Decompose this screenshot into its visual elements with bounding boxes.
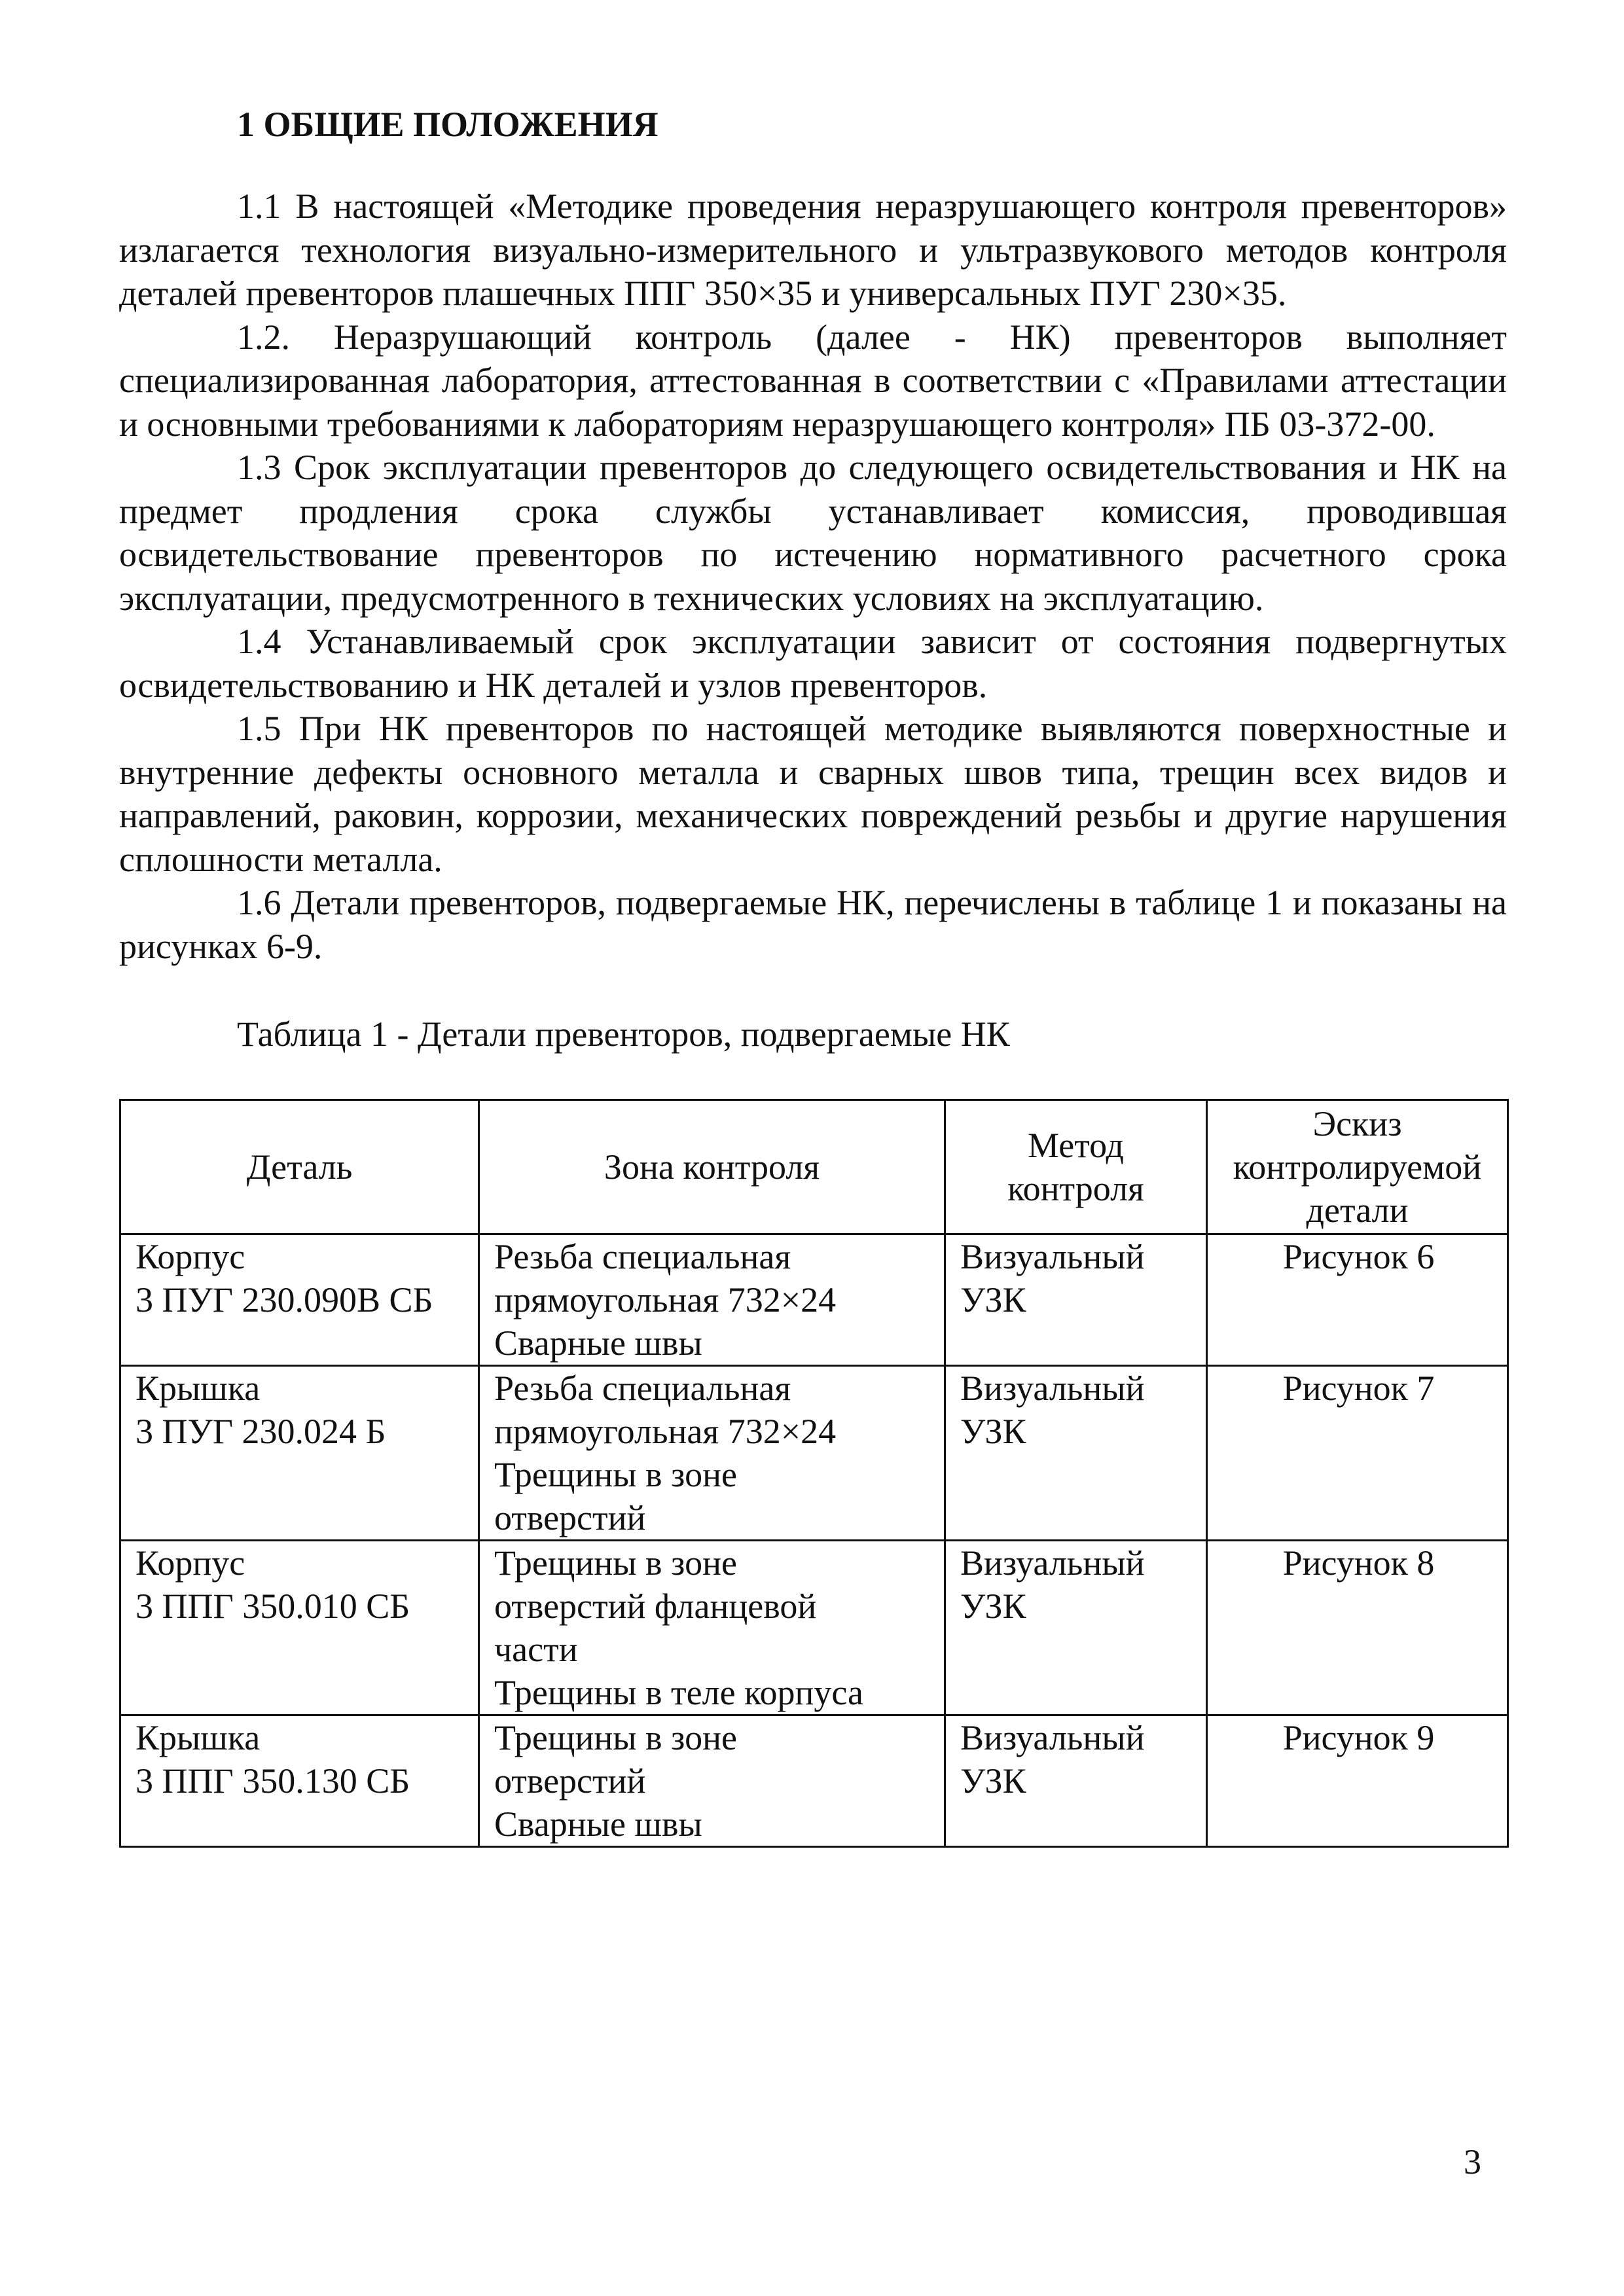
cell-detail: Корпус 3 ПУГ 230.090В СБ — [120, 1234, 479, 1366]
cell-sketch: Рисунок 8 — [1207, 1541, 1508, 1715]
paragraph-1-1: 1.1 В настоящей «Методике проведения неразрушающего контроля превенторов» излагается технология визуально-измерительного и ультразвукового методов контроля деталей превенторов плашечных ППГ 350×35 и универсальных ПУГ 230×35. — [119, 187, 1507, 313]
paragraph-1-5: 1.5 При НК превенторов по настоящей методике выявляются поверхностные и внутренние дефекты основного металла и сварных швов типа, трещин всех видов и направлений, раковин, коррозии, механических повреждений резьбы и другие нарушения сплошности металла. — [119, 709, 1507, 879]
cell-method: Визуальный УЗК — [945, 1715, 1207, 1847]
table-caption: Таблица 1 - Детали превенторов, подвергаемые НК — [237, 1014, 1010, 1054]
table-row — [120, 1715, 1508, 1847]
cell-zone: Резьба специальная прямоугольная 732×24 Трещины в зоне отверстий — [479, 1366, 945, 1541]
cell-method: Визуальный УЗК — [945, 1541, 1207, 1715]
cell-sketch: Рисунок 7 — [1207, 1366, 1508, 1541]
table-row — [120, 1234, 1508, 1366]
cell-method: Визуальный УЗК — [945, 1234, 1207, 1366]
document-page — [119, 98, 1507, 1848]
cell-method: Визуальный УЗК — [945, 1366, 1207, 1541]
header-zone: Зона контроля — [479, 1100, 945, 1234]
cell-detail: Крышка 3 ПУГ 230.024 Б — [120, 1366, 479, 1541]
paragraph-1-6: 1.6 Детали превенторов, подвергаемые НК, перечислены в таблице 1 и показаны на рисунках 6-9. — [119, 883, 1507, 966]
table-row — [120, 1366, 1508, 1541]
table-header-row — [120, 1100, 1508, 1234]
cell-zone: Трещины в зоне отверстий Сварные швы — [479, 1715, 945, 1847]
cell-sketch: Рисунок 6 — [1207, 1234, 1508, 1366]
paragraph-1-4: 1.4 Устанавливаемый срок эксплуатации зависит от состояния подвергнутых освидетельствованию и НК деталей и узлов превенторов. — [119, 622, 1507, 705]
table-row — [120, 1541, 1508, 1715]
header-detail: Деталь — [120, 1100, 479, 1234]
section-heading: 1 ОБЩИЕ ПОЛОЖЕНИЯ — [237, 105, 659, 144]
cell-zone: Резьба специальная прямоугольная 732×24 Сварные швы — [479, 1234, 945, 1366]
cell-sketch: Рисунок 9 — [1207, 1715, 1508, 1847]
page-number: 3 — [1464, 2142, 1481, 2181]
cell-detail: Корпус 3 ППГ 350.010 СБ — [120, 1541, 479, 1715]
cell-zone: Трещины в зоне отверстий фланцевой части Трещины в теле корпуса — [479, 1541, 945, 1715]
header-sketch: Эскиз контролируемой детали — [1207, 1100, 1508, 1234]
paragraph-1-2: 1.2. Неразрушающий контроль (далее - НК) превенторов выполняет специализированная лаборатория, аттестованная в соответствии с «Правилами аттестации и основными требованиями к лабораториям неразрушающего контроля» ПБ 03-372-00. — [119, 317, 1507, 444]
parts-table — [119, 1099, 1509, 1848]
cell-detail: Крышка 3 ППГ 350.130 СБ — [120, 1715, 479, 1847]
paragraph-1-3: 1.3 Срок эксплуатации превенторов до следующего освидетельствования и НК на предмет продления срока службы устанавливает комиссия, проводившая освидетельствование превенторов по истечению нормативного расчетного срока эксплуатации, предусмотренного в технических условиях на эксплуатацию. — [119, 448, 1507, 618]
header-method: Метод контроля — [945, 1100, 1207, 1234]
